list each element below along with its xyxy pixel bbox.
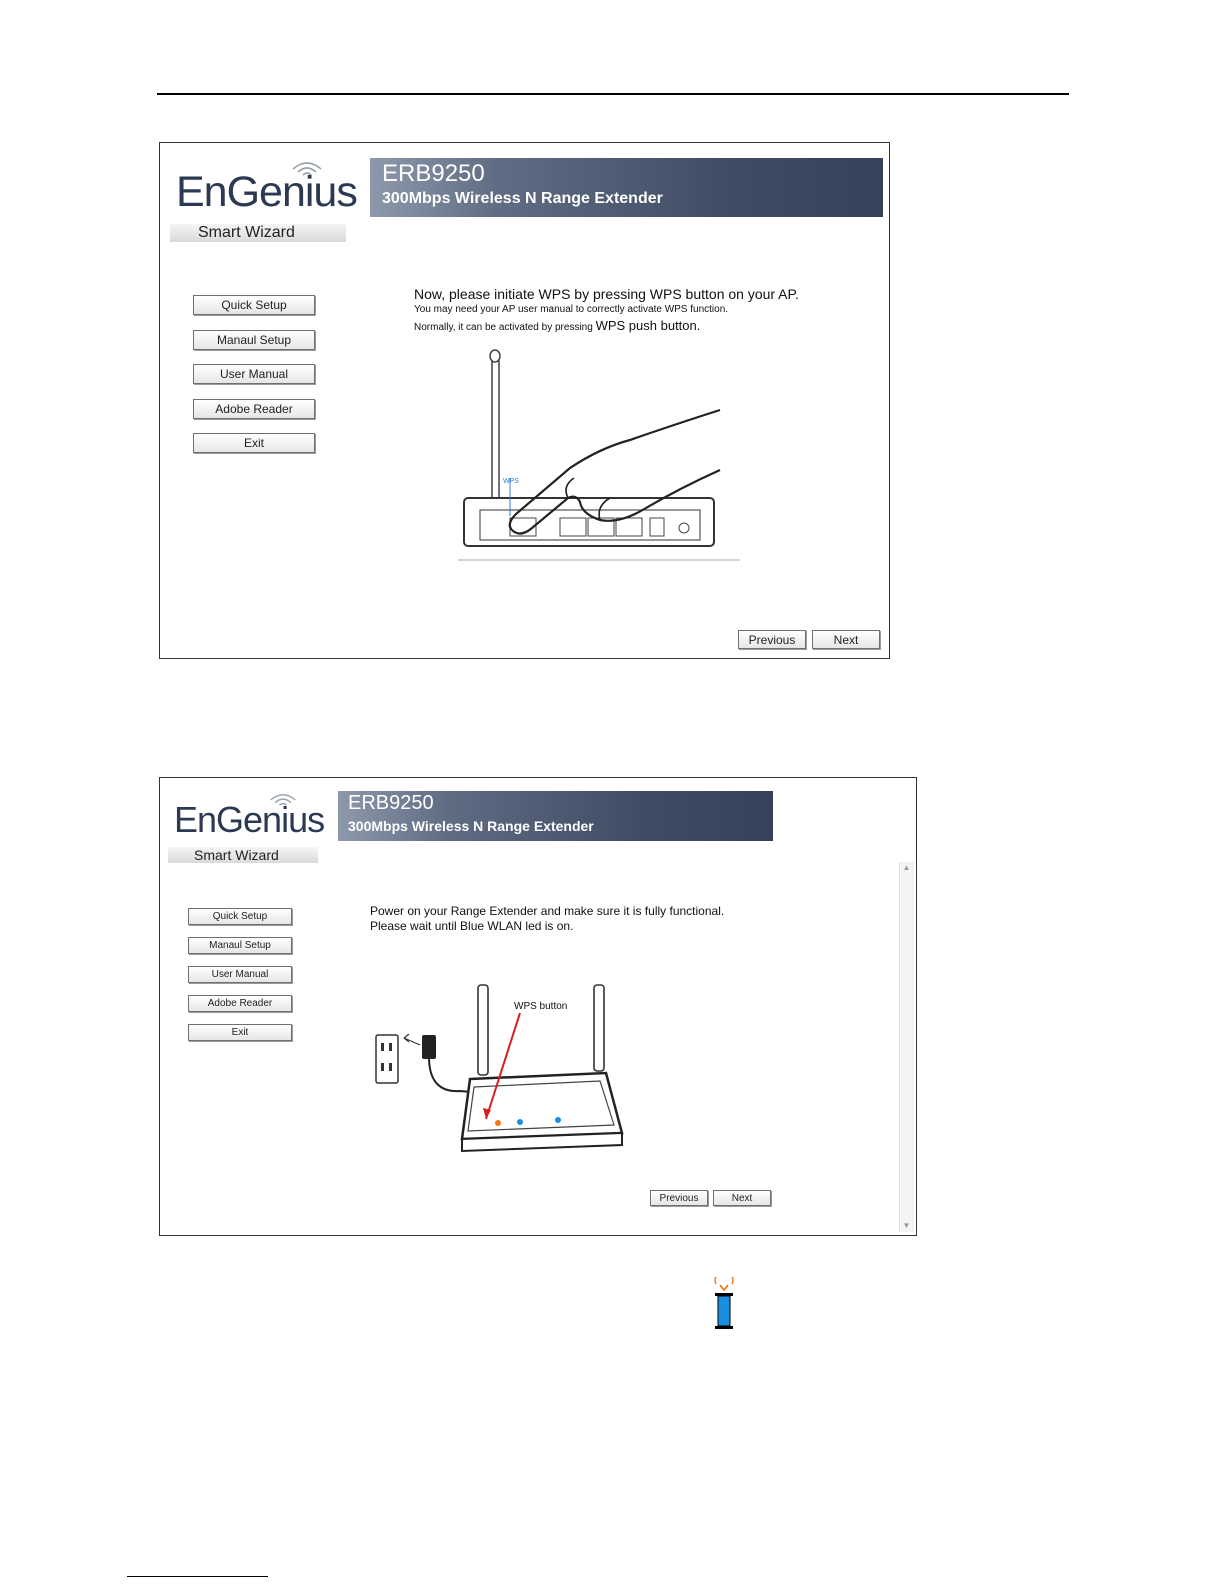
scroll-down-icon[interactable]: ▼ bbox=[902, 1221, 911, 1230]
range-extender-illustration bbox=[370, 983, 640, 1153]
product-banner bbox=[170, 158, 883, 217]
model-name: ERB9250 bbox=[382, 160, 485, 187]
wps-instruction-sub2-prefix: Normally, it can be activated by pressing bbox=[414, 322, 593, 333]
product-tagline: 300Mbps Wireless N Range Extender bbox=[382, 190, 663, 207]
wps-label: WPS bbox=[503, 478, 519, 485]
previous-button[interactable]: Previous bbox=[650, 1190, 708, 1206]
exit-button[interactable]: Exit bbox=[193, 433, 315, 453]
smart-wizard-tab: Smart Wizard bbox=[170, 224, 346, 242]
power-instruction-line2: Please wait until Blue WLAN led is on. bbox=[370, 919, 574, 933]
wps-instruction-main: Now, please initiate WPS by pressing WPS button on your AP. bbox=[414, 286, 799, 302]
wps-instruction-sub2 bbox=[414, 318, 700, 333]
product-tagline: 300Mbps Wireless N Range Extender bbox=[348, 818, 594, 834]
user-manual-button[interactable]: User Manual bbox=[188, 966, 292, 983]
product-banner bbox=[168, 791, 773, 841]
user-manual-button[interactable]: User Manual bbox=[193, 364, 315, 384]
logo-area bbox=[170, 158, 370, 217]
vertical-scrollbar[interactable] bbox=[899, 862, 914, 1232]
exit-button[interactable]: Exit bbox=[188, 1024, 292, 1041]
wps-instruction-sub1: You may need your AP user manual to correctly activate WPS function. bbox=[414, 304, 729, 315]
wps-instruction-sub2-emph: WPS push button. bbox=[595, 318, 701, 333]
wizard-screenshot-wps bbox=[159, 142, 890, 659]
previous-button[interactable]: Previous bbox=[738, 630, 806, 649]
next-button[interactable]: Next bbox=[713, 1190, 771, 1206]
adobe-reader-button[interactable]: Adobe Reader bbox=[193, 399, 315, 419]
banner-title-bar bbox=[338, 791, 773, 841]
banner-title-bar bbox=[370, 158, 883, 217]
wizard-screenshot-power-on bbox=[159, 777, 917, 1236]
power-instruction-line1: Power on your Range Extender and make sure it is fully functional. bbox=[370, 904, 725, 918]
wlan-led-icon bbox=[710, 1276, 738, 1332]
page-header-rule bbox=[157, 93, 1069, 95]
quick-setup-button[interactable]: Quick Setup bbox=[188, 908, 292, 925]
adobe-reader-button[interactable]: Adobe Reader bbox=[188, 995, 292, 1012]
quick-setup-button[interactable]: Quick Setup bbox=[193, 295, 315, 315]
brand-logo: EnGenius bbox=[176, 168, 357, 216]
next-button[interactable]: Next bbox=[812, 630, 880, 649]
brand-logo: EnGenius bbox=[174, 799, 325, 840]
scroll-up-icon[interactable]: ▲ bbox=[902, 863, 911, 872]
manual-setup-button[interactable]: Manaul Setup bbox=[193, 330, 315, 350]
logo-area bbox=[168, 791, 338, 841]
wps-button-label: WPS button bbox=[514, 1001, 568, 1012]
manual-setup-button[interactable]: Manaul Setup bbox=[188, 937, 292, 954]
ap-wps-illustration bbox=[450, 348, 750, 573]
footnote-rule bbox=[127, 1576, 268, 1577]
model-name: ERB9250 bbox=[348, 792, 434, 814]
smart-wizard-tab: Smart Wizard bbox=[168, 847, 318, 863]
